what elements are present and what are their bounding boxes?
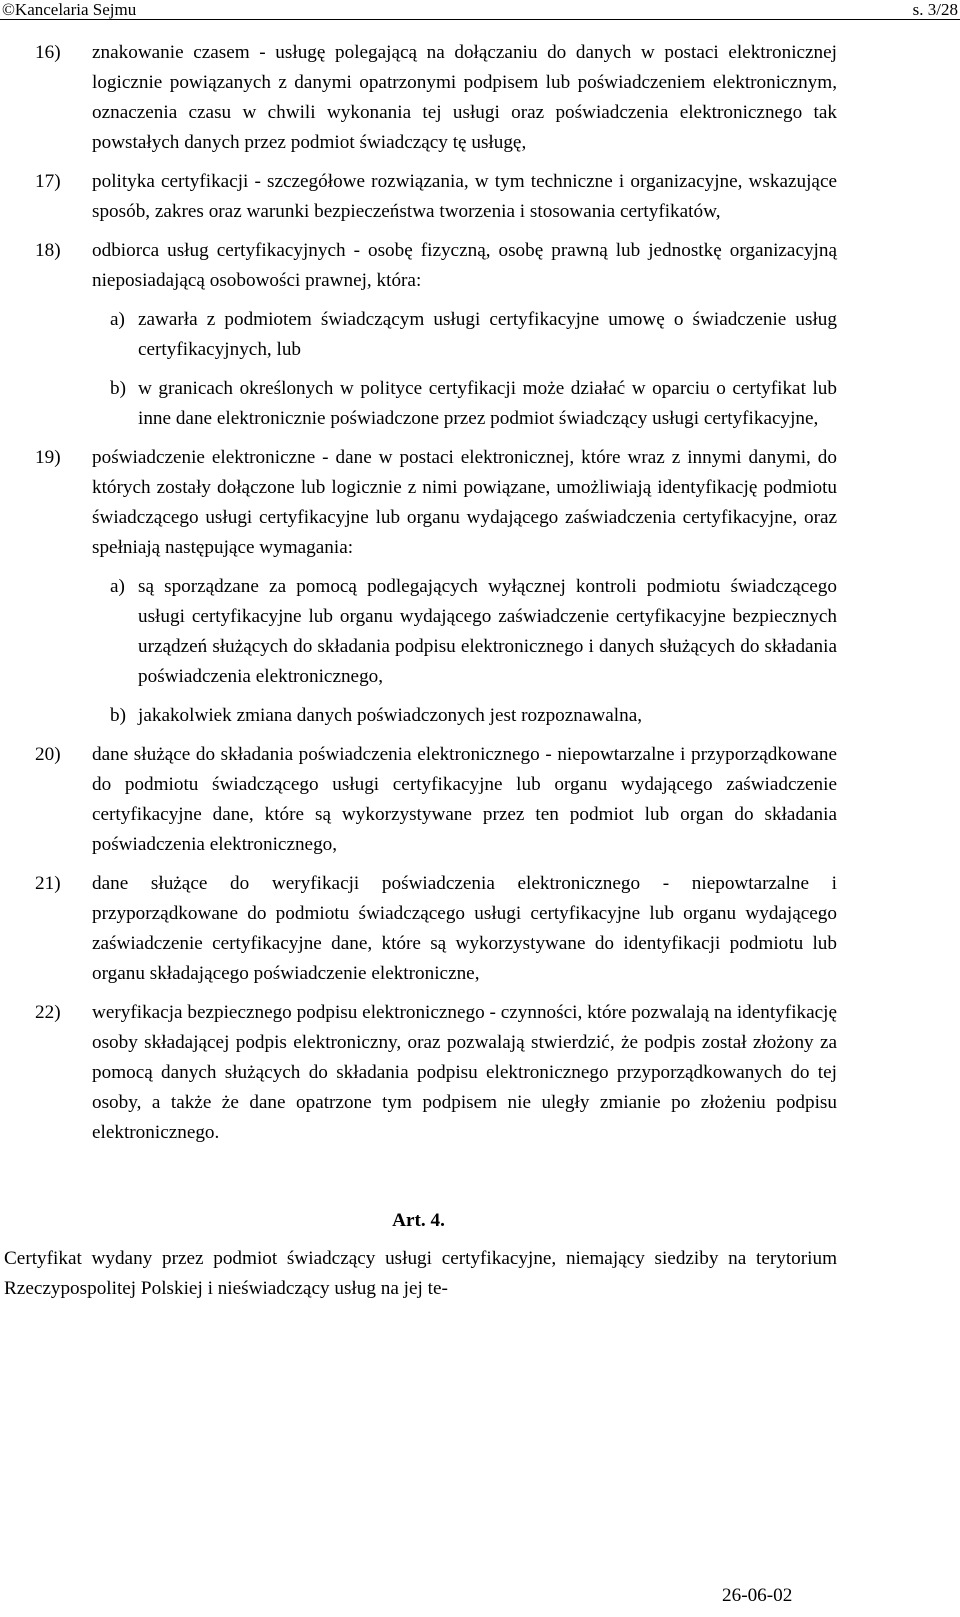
sub-item-letter: a) [110,576,125,597]
definition-17 [35,167,837,227]
definition-22 [35,998,837,1148]
definition-19-a [110,572,837,692]
sub-item-letter: a) [110,309,125,330]
item-text: dane służące do składania poświadczenia elektronicznego - niepowtarzalne i przyporządkowane do podmiotu świadczącego usługi certyfikacyjne lub organu wydającego zaświadczenie certyfikacyjne dane, które są wykorzystywane przez ten podmiot lub organ do składania poświadczenia elektronicznego, [92,744,837,855]
page-header [0,0,960,20]
sub-item-letter: b) [110,378,126,399]
item-text: dane służące do weryfikacji poświadczenia elektronicznego - niepowtarzalne i przyporządkowane do podmiotu świadczącego usługi certyfikacyjne lub organu wydającego zaświadczenie certyfikacyjne dane, które są wykorzystywane do identyfikacji podmiotu lub organu składającego poświadczenie elektroniczne, [92,873,837,984]
sub-item-text: w granicach określonych w polityce certyfikacji może działać w oparciu o certyfikat lub inne dane elektronicznie poświadczone przez podmiot świadczący usługi certyfikacyjne, [138,378,837,429]
article-text: Certyfikat wydany przez podmiot świadczący usługi certyfikacyjne, niemający siedziby na terytorium Rzeczypospolitej Polskiej i nieświadczący usług na jej te- [4,1248,837,1299]
item-number: 22) [35,1002,61,1023]
sub-item-letter: b) [110,705,126,726]
definition-16 [35,38,837,158]
definition-21 [35,869,837,989]
document-body [0,38,960,1304]
footer-date: 26-06-02 [722,1585,793,1606]
item-text: odbiorca usług certyfikacyjnych - osobę fizyczną, osobę prawną lub jednostkę organizacyjną nieposiadającą osobowości prawnej, która: [92,240,837,291]
item-number: 21) [35,873,61,894]
item-text: polityka certyfikacji - szczegółowe rozwiązania, w tym techniczne i organizacyjne, wskazujące sposób, zakres oraz warunki bezpieczeństwa tworzenia i stosowania certyfikatów, [92,171,837,222]
definition-20 [35,740,837,860]
definition-19-b [110,701,837,731]
header-divider [0,19,960,20]
item-number: 17) [35,171,61,192]
sub-item-text: są sporządzane za pomocą podlegających wyłącznej kontroli podmiotu świadczącego usługi certyfikacyjne lub organu wydającego zaświadczenie certyfikacyjne bezpiecznych urządzeń służących do składania podpisu elektronicznego i danych służących do składania poświadczenia elektronicznego, [138,576,837,687]
sub-item-text: jakakolwiek zmiana danych poświadczonych jest rozpoznawalna, [138,705,643,726]
item-number: 16) [35,42,61,63]
copyright-notice: ©Kancelaria Sejmu [2,0,137,19]
item-text: weryfikacja bezpiecznego podpisu elektronicznego - czynności, które pozwalają na identyfikację osoby składającej podpis elektroniczny, oraz pozwalają stwierdzić, że podpis został złożony za pomocą danych służących do składania podpisu elektronicznego przyporządkowanych do tej osoby, a także że dane opatrzone tym podpisem nie uległy zmianie po złożeniu podpisu elektronicznego. [92,1002,837,1143]
definition-18-b [110,374,837,434]
item-number: 20) [35,744,61,765]
item-number: 18) [35,240,61,261]
sub-item-text: zawarła z podmiotem świadczącym usługi certyfikacyjne umowę o świadczenie usług certyfikacyjnych, lub [138,309,837,360]
page-number: s. 3/28 [912,0,958,19]
item-text: znakowanie czasem - usługę polegającą na dołączaniu do danych w postaci elektronicznej logicznie powiązanych z danymi opatrzonymi podpisem lub poświadczeniem elektronicznym, oznaczenia czasu w chwili wykonania tej usługi oraz poświadczenia elektronicznego tak powstałych danych przez podmiot świadczący tę usługę, [92,42,837,153]
item-number: 19) [35,447,61,468]
article-title: Art. 4. [392,1210,445,1231]
item-text: poświadczenie elektroniczne - dane w postaci elektronicznej, które wraz z innymi danymi, do których zostały dołączone lub logicznie z nimi powiązane, umożliwiają identyfikację podmiotu świadczącego usługi certyfikacyjne lub organu wydającego zaświadczenia certyfikacyjne, oraz spełniają następujące wymagania: [92,447,837,558]
definition-18-a [110,305,837,365]
definition-19 [35,443,837,563]
definition-18 [35,236,837,296]
